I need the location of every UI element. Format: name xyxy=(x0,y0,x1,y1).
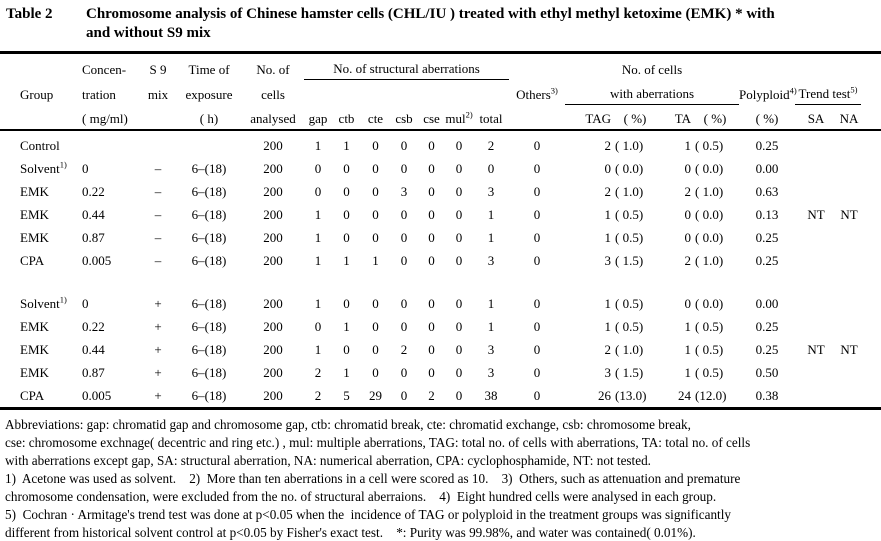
cell-concentration: 0.87 xyxy=(82,364,105,380)
cell-tag: 1 xyxy=(604,295,611,311)
table-row xyxy=(20,384,861,407)
cell-total: 3 xyxy=(487,183,495,199)
header-time-3: ( h) xyxy=(199,111,219,126)
cell-cse: 0 xyxy=(428,318,435,334)
cell-s9-mix: + xyxy=(154,318,162,334)
footnote-line: 5) Cochran · Armitage's trend test was done at p<0.05 when the incidence of TAG or polyploid in the treatment groups was significantly xyxy=(5,507,731,522)
cell-csb: 2 xyxy=(400,341,408,357)
cell-total: 1 xyxy=(487,229,495,245)
header-col-gap: gap xyxy=(308,111,328,126)
header-col-mul-sup: 2) xyxy=(465,109,473,120)
cell-total: 1 xyxy=(487,318,495,334)
cell-s9-mix: + xyxy=(154,341,162,357)
group-label: EMK xyxy=(20,229,49,245)
cell-concentration: 0.44 xyxy=(82,206,105,222)
table-row xyxy=(20,157,861,180)
cell-group xyxy=(20,296,82,312)
cell-polyploid: 0.63 xyxy=(755,183,779,199)
cell-ta-percent: ( 0.5) xyxy=(695,137,724,153)
cell-csb: 3 xyxy=(400,183,408,199)
cell-group xyxy=(20,388,82,404)
cell-trend-sa: NT xyxy=(807,206,825,222)
cell-tag: 2 xyxy=(604,341,611,357)
cell-mul: 0 xyxy=(455,229,463,245)
cell-cse: 0 xyxy=(428,160,435,176)
table-row xyxy=(20,134,861,157)
cell-total: 3 xyxy=(487,341,495,357)
cell-mul: 0 xyxy=(455,318,463,334)
cell-mul: 0 xyxy=(455,252,463,268)
cell-ctb: 0 xyxy=(343,206,350,222)
group-label: EMK xyxy=(20,183,49,199)
cell-tag: 2 xyxy=(604,137,611,153)
cell-gap: 2 xyxy=(314,387,322,403)
header-others-label: Others xyxy=(516,87,551,102)
cell-tag: 3 xyxy=(604,252,611,268)
cell-others: 0 xyxy=(533,295,541,311)
cell-tag: 0 xyxy=(604,160,611,176)
header-col-tag: TAG xyxy=(585,111,611,126)
table-row xyxy=(20,180,861,203)
cell-group xyxy=(20,319,82,335)
cell-gap: 0 xyxy=(314,160,322,176)
cell-ta: 2 xyxy=(684,252,691,268)
cell-cse: 2 xyxy=(428,387,435,403)
cell-tag-percent: (13.0) xyxy=(615,387,647,403)
table-caption-line2: and without S9 mix xyxy=(86,25,211,41)
cell-trend-na: NT xyxy=(840,206,858,222)
cell-tag: 1 xyxy=(604,229,611,245)
cell-time-exposure: 6–(18) xyxy=(191,387,227,403)
cell-tag: 26 xyxy=(598,387,611,403)
cell-mul: 0 xyxy=(455,341,463,357)
cell-cse: 0 xyxy=(428,252,435,268)
header-group: Group xyxy=(20,87,54,102)
cell-time-exposure: 6–(18) xyxy=(191,364,227,380)
cell-gap: 1 xyxy=(314,206,322,222)
cell-s9-mix: + xyxy=(154,387,162,403)
cell-time-exposure: 6–(18) xyxy=(191,295,227,311)
header-concentration-2: tration xyxy=(82,87,116,102)
cell-total: 0 xyxy=(487,160,495,176)
footnote-line: Abbreviations: gap: chromatid gap and chromosome gap, ctb: chromatid break, cte: chromatid exchange, csb: chromosome break, xyxy=(5,417,691,432)
cell-gap: 1 xyxy=(314,137,322,153)
cell-ta-percent: ( 0.5) xyxy=(695,318,724,334)
cell-total: 1 xyxy=(487,206,495,222)
cell-ta-percent: ( 0.5) xyxy=(695,341,724,357)
cell-polyploid: 0.25 xyxy=(755,252,779,268)
table-number: Table 2 xyxy=(6,6,53,22)
cell-time-exposure: 6–(18) xyxy=(191,206,227,222)
cell-ta: 0 xyxy=(684,295,691,311)
cell-cte: 0 xyxy=(372,318,379,334)
header-trend-test-sup: 5) xyxy=(850,84,858,95)
cell-polyploid: 0.00 xyxy=(755,295,779,311)
cell-group xyxy=(20,138,82,154)
cell-polyploid: 0.50 xyxy=(755,364,779,380)
cell-group xyxy=(20,207,82,223)
group-label: CPA xyxy=(20,387,45,403)
cell-ta-percent: ( 0.0) xyxy=(695,229,724,245)
cell-csb: 0 xyxy=(400,318,408,334)
cell-csb: 0 xyxy=(400,206,408,222)
cell-cells-analysed: 200 xyxy=(263,137,283,153)
group-label: Control xyxy=(20,137,60,153)
group-sup: 1) xyxy=(59,159,67,170)
cell-cte: 0 xyxy=(372,341,379,357)
cell-mul: 0 xyxy=(455,160,463,176)
cell-cte: 0 xyxy=(372,160,379,176)
cell-mul: 0 xyxy=(455,364,463,380)
cell-concentration: 0.22 xyxy=(82,183,105,199)
cell-ta: 1 xyxy=(684,318,691,334)
cell-ta: 0 xyxy=(684,160,691,176)
cell-tag: 1 xyxy=(604,206,611,222)
cell-time-exposure: 6–(18) xyxy=(191,252,227,268)
group-label: EMK xyxy=(20,341,49,357)
cell-cells-analysed: 200 xyxy=(263,252,283,268)
table-caption-line1: Chromosome analysis of Chinese hamster cells (CHL/IU ) treated with ethyl methyl ketoxime (EMK) * with xyxy=(86,6,775,22)
cell-tag-percent: ( 0.0) xyxy=(615,160,644,176)
cell-ctb: 1 xyxy=(343,137,350,153)
cell-gap: 1 xyxy=(314,295,322,311)
cell-ctb: 0 xyxy=(343,183,350,199)
cell-gap: 2 xyxy=(314,364,322,380)
header-col-mul-label: mul xyxy=(445,111,466,126)
cell-gap: 1 xyxy=(314,229,322,245)
cell-concentration: 0.22 xyxy=(82,318,105,334)
cell-tag-percent: ( 0.5) xyxy=(615,295,644,311)
cell-cse: 0 xyxy=(428,341,435,357)
cell-csb: 0 xyxy=(400,160,408,176)
cell-s9-mix: + xyxy=(154,364,162,380)
cell-cells-analysed: 200 xyxy=(263,160,283,176)
cell-ta: 1 xyxy=(684,137,691,153)
cell-ctb: 0 xyxy=(343,160,350,176)
table-row xyxy=(20,315,861,338)
cell-concentration: 0.87 xyxy=(82,229,105,245)
header-cells-aberrations-2: with aberrations xyxy=(565,87,739,105)
cell-group xyxy=(20,230,82,246)
cell-gap: 0 xyxy=(314,183,322,199)
table-row xyxy=(20,361,861,384)
cell-csb: 0 xyxy=(400,387,408,403)
block-spacer xyxy=(0,272,881,292)
cell-polyploid: 0.25 xyxy=(755,137,779,153)
cell-time-exposure: 6–(18) xyxy=(191,229,227,245)
cell-others: 0 xyxy=(533,364,541,380)
header-structural-aberrations: No. of structural aberrations xyxy=(304,62,509,80)
cell-ctb: 1 xyxy=(343,318,350,334)
cell-cells-analysed: 200 xyxy=(263,341,283,357)
header-col-na: NA xyxy=(839,111,859,126)
cell-mul: 0 xyxy=(455,387,463,403)
table-row xyxy=(20,203,861,226)
cell-others: 0 xyxy=(533,387,541,403)
header-cells-3: analysed xyxy=(250,111,296,126)
cell-ta-percent: ( 0.0) xyxy=(695,295,724,311)
header-col-sa: SA xyxy=(807,111,825,126)
cell-ta-percent: ( 0.5) xyxy=(695,364,724,380)
cell-tag: 1 xyxy=(604,318,611,334)
cell-others: 0 xyxy=(533,318,541,334)
cell-mul: 0 xyxy=(455,137,463,153)
cell-cte: 0 xyxy=(372,295,379,311)
header-col-csb: csb xyxy=(395,111,413,126)
cell-tag: 3 xyxy=(604,364,611,380)
cell-others: 0 xyxy=(533,206,541,222)
cell-csb: 0 xyxy=(400,252,408,268)
cell-ta: 0 xyxy=(684,206,691,222)
cell-concentration: 0.005 xyxy=(82,252,112,268)
cell-cte: 1 xyxy=(372,252,379,268)
cell-polyploid: 0.00 xyxy=(755,160,779,176)
cell-group xyxy=(20,342,82,358)
cell-tag-percent: ( 1.0) xyxy=(615,341,644,357)
cell-cells-analysed: 200 xyxy=(263,295,283,311)
cell-ta-percent: ( 0.0) xyxy=(695,206,724,222)
cell-concentration: 0.005 xyxy=(82,387,112,403)
cell-cte: 0 xyxy=(372,364,379,380)
cell-polyploid: 0.25 xyxy=(755,341,779,357)
cell-s9-mix: – xyxy=(154,183,162,199)
footnote-line: 1) Acetone was used as solvent. 2) More than ten aberrations in a cell were scored as 10. 3) Others, such as attenuation and premature xyxy=(5,471,741,486)
header-polyploid-label: Polyploid xyxy=(739,87,790,102)
cell-csb: 0 xyxy=(400,229,408,245)
cell-others: 0 xyxy=(533,252,541,268)
cell-cse: 0 xyxy=(428,229,435,245)
cell-cte: 0 xyxy=(372,229,379,245)
cell-csb: 0 xyxy=(400,137,408,153)
cell-cells-analysed: 200 xyxy=(263,318,283,334)
cell-concentration: 0.44 xyxy=(82,341,105,357)
footnote-line: cse: chromosome exchnage( decentric and ring etc.) , mul: multiple aberrations, TAG: total no. of cells with aberrations, TA: total no. of cells xyxy=(5,435,751,450)
cell-group xyxy=(20,184,82,200)
cell-csb: 0 xyxy=(400,295,408,311)
cell-ta-percent: (12.0) xyxy=(695,387,727,403)
group-label: EMK xyxy=(20,318,49,334)
cell-ta-percent: ( 1.0) xyxy=(695,252,724,268)
group-label: EMK xyxy=(20,206,49,222)
cell-cse: 0 xyxy=(428,183,435,199)
table-body xyxy=(0,131,881,407)
cell-others: 0 xyxy=(533,137,541,153)
cell-cells-analysed: 200 xyxy=(263,206,283,222)
header-concentration-3: ( mg/ml) xyxy=(82,111,128,126)
header-concentration-1: Concen- xyxy=(82,62,127,77)
cell-total: 3 xyxy=(487,364,495,380)
cell-total: 2 xyxy=(487,137,495,153)
header-trend-test-label: Trend test xyxy=(798,86,851,101)
cell-time-exposure: 6–(18) xyxy=(191,318,227,334)
cell-cse: 0 xyxy=(428,295,435,311)
cell-ctb: 0 xyxy=(343,295,350,311)
table-row xyxy=(20,249,861,272)
cell-csb: 0 xyxy=(400,364,408,380)
cell-ta: 2 xyxy=(684,183,691,199)
header-col-mul xyxy=(445,109,473,129)
cell-group xyxy=(20,161,82,177)
cell-polyploid: 0.25 xyxy=(755,318,779,334)
cell-tag-percent: ( 1.0) xyxy=(615,183,644,199)
cell-cells-analysed: 200 xyxy=(263,364,283,380)
cell-time-exposure: 6–(18) xyxy=(191,341,227,357)
header-polyploid-pct: ( %) xyxy=(755,111,779,126)
cell-cte: 0 xyxy=(372,206,379,222)
cell-tag-percent: ( 1.5) xyxy=(615,364,644,380)
cell-ctb: 0 xyxy=(343,229,350,245)
header-others-sup: 3) xyxy=(550,85,558,96)
table-row xyxy=(20,226,861,249)
cell-gap: 1 xyxy=(314,252,322,268)
cell-cse: 0 xyxy=(428,137,435,153)
header-others xyxy=(509,85,565,105)
header-cells-aberrations-1: No. of cells xyxy=(621,62,683,77)
cell-cse: 0 xyxy=(428,364,435,380)
cell-total: 1 xyxy=(487,295,495,311)
header-col-cte: cte xyxy=(367,111,384,126)
header-col-ctb: ctb xyxy=(338,111,355,126)
table-caption xyxy=(86,5,775,51)
cell-total: 38 xyxy=(484,387,498,403)
table-row xyxy=(20,292,861,315)
cell-ta: 1 xyxy=(684,364,691,380)
cell-total: 3 xyxy=(487,252,495,268)
footnote-line: chromosome condensation, were excluded from the no. of structural aberraions. 4) Eight hundred cells were analysed in each group. xyxy=(5,489,717,504)
cell-group xyxy=(20,253,82,269)
header-polyploid xyxy=(739,85,797,105)
cell-others: 0 xyxy=(533,341,541,357)
group-label: Solvent xyxy=(20,160,60,176)
cell-cte: 0 xyxy=(372,183,379,199)
cell-cte: 0 xyxy=(372,137,379,153)
cell-trend-na: NT xyxy=(840,341,858,357)
group-label: EMK xyxy=(20,364,49,380)
cell-polyploid: 0.13 xyxy=(755,206,779,222)
footnotes xyxy=(0,410,881,541)
cell-mul: 0 xyxy=(455,183,463,199)
footnote-line: different from historical solvent control at p<0.05 by Fisher's exact test. *: Purity was 99.98%, and water was contained( 0.01%). xyxy=(5,525,696,540)
cell-cells-analysed: 200 xyxy=(263,387,283,403)
group-label: Solvent xyxy=(20,295,60,311)
cell-s9-mix: + xyxy=(154,295,162,311)
cell-concentration: 0 xyxy=(82,295,89,311)
cell-tag-percent: ( 0.5) xyxy=(615,206,644,222)
header-col-ta: TA xyxy=(674,111,691,126)
cell-tag-percent: ( 0.5) xyxy=(615,229,644,245)
cell-polyploid: 0.38 xyxy=(755,387,779,403)
cell-trend-sa: NT xyxy=(807,341,825,357)
header-cells-2: cells xyxy=(261,87,285,102)
cell-time-exposure: 6–(18) xyxy=(191,160,227,176)
cell-others: 0 xyxy=(533,183,541,199)
header-polyploid-sup: 4) xyxy=(789,85,797,96)
footnote-line: with aberrations except gap, SA: structural aberration, NA: numerical aberration, CPA: cyclophosphamide, NT: not tested. xyxy=(5,453,651,468)
group-label: CPA xyxy=(20,252,45,268)
cell-gap: 1 xyxy=(314,341,322,357)
cell-mul: 0 xyxy=(455,206,463,222)
cell-s9-mix: – xyxy=(154,229,162,245)
header-col-tag-pct: ( %) xyxy=(623,111,647,126)
cell-s9-mix: – xyxy=(154,206,162,222)
header-col-total: total xyxy=(479,111,503,126)
cell-ta: 24 xyxy=(678,387,691,403)
cell-cse: 0 xyxy=(428,206,435,222)
cell-cells-analysed: 200 xyxy=(263,229,283,245)
cell-group xyxy=(20,365,82,381)
cell-tag-percent: ( 0.5) xyxy=(615,318,644,334)
cell-ta-percent: ( 0.0) xyxy=(695,160,724,176)
cell-mul: 0 xyxy=(455,295,463,311)
cell-tag-percent: ( 1.0) xyxy=(615,137,644,153)
table-row xyxy=(20,338,861,361)
table-header xyxy=(20,54,861,129)
cell-ctb: 0 xyxy=(343,341,350,357)
header-time-2: exposure xyxy=(185,87,233,102)
cell-ta-percent: ( 1.0) xyxy=(695,183,724,199)
cell-polyploid: 0.25 xyxy=(755,229,779,245)
cell-concentration: 0 xyxy=(82,160,89,176)
cell-ctb: 5 xyxy=(343,387,350,403)
cell-s9-mix: – xyxy=(154,160,162,176)
cell-cells-analysed: 200 xyxy=(263,183,283,199)
table-title xyxy=(0,0,881,51)
header-s9-1: S 9 xyxy=(149,62,167,77)
header-col-cse: cse xyxy=(423,111,440,126)
cell-gap: 0 xyxy=(314,318,322,334)
cell-others: 0 xyxy=(533,160,541,176)
header-time-1: Time of xyxy=(188,62,230,77)
header-trend-test xyxy=(795,84,861,105)
cell-ctb: 1 xyxy=(343,252,350,268)
group-sup: 1) xyxy=(59,294,67,305)
cell-s9-mix: – xyxy=(154,252,162,268)
cell-tag: 2 xyxy=(604,183,611,199)
header-s9-2: mix xyxy=(147,87,169,102)
cell-ta: 0 xyxy=(684,229,691,245)
cell-cte: 29 xyxy=(369,387,382,403)
header-col-ta-pct: ( %) xyxy=(703,111,727,126)
cell-time-exposure: 6–(18) xyxy=(191,183,227,199)
header-cells-1: No. of xyxy=(256,62,290,77)
cell-tag-percent: ( 1.5) xyxy=(615,252,644,268)
cell-ta: 1 xyxy=(684,341,691,357)
cell-ctb: 1 xyxy=(343,364,350,380)
cell-others: 0 xyxy=(533,229,541,245)
